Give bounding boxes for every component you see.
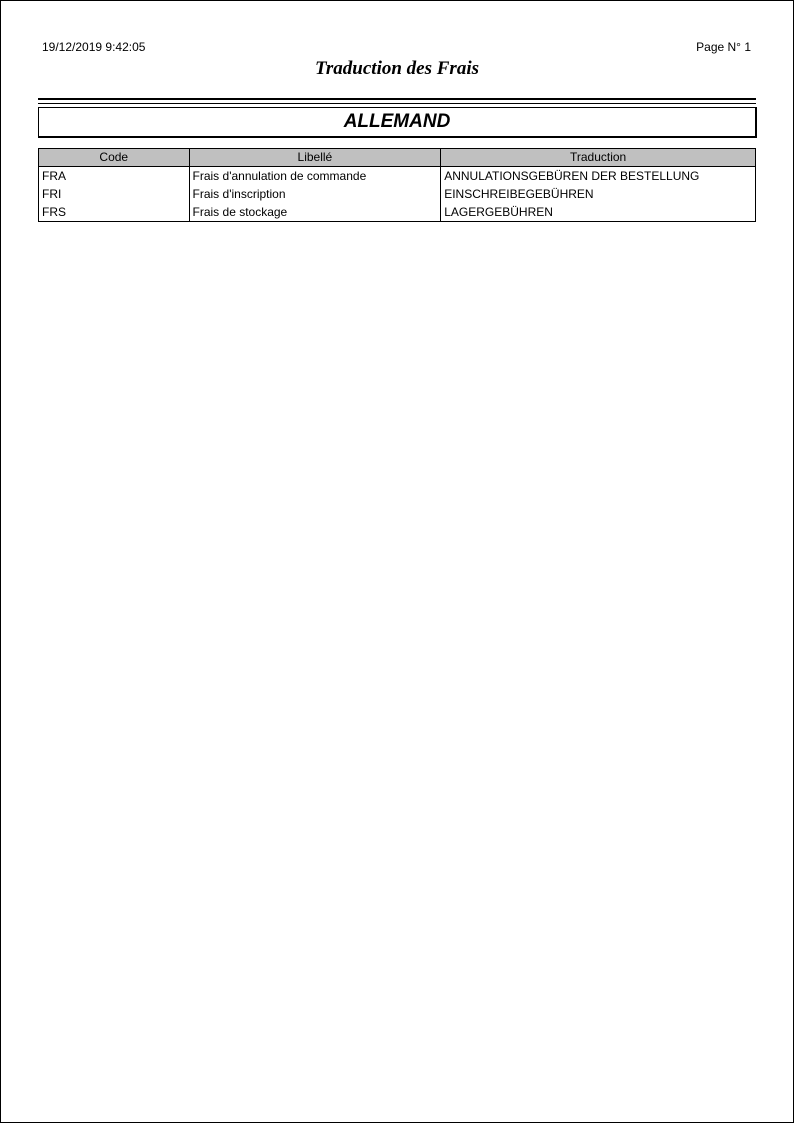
cell-code: FRS <box>39 203 190 222</box>
header-divider <box>38 98 756 104</box>
column-header-traduction: Traduction <box>441 149 756 167</box>
table-row <box>39 203 756 222</box>
report-title: Traduction des Frais <box>315 58 479 79</box>
column-header-libelle: Libellé <box>189 149 441 167</box>
cell-traduction: LAGERGEBÜHREN <box>441 203 756 222</box>
table-row <box>39 167 756 186</box>
fees-table <box>38 148 756 222</box>
cell-libelle: Frais de stockage <box>189 203 441 222</box>
cell-traduction: EINSCHREIBEGEBÜHREN <box>441 185 756 203</box>
print-date: 19/12/2019 9:42:05 <box>42 40 146 54</box>
cell-code: FRI <box>39 185 190 203</box>
table-header-row <box>39 149 756 167</box>
page-number: Page N° 1 <box>696 40 751 54</box>
cell-code: FRA <box>39 167 190 186</box>
cell-traduction: ANNULATIONSGEBÜREN DER BESTELLUNG <box>441 167 756 186</box>
language-heading: ALLEMAND <box>38 107 757 138</box>
cell-libelle: Frais d'annulation de commande <box>189 167 441 186</box>
table-row <box>39 185 756 203</box>
column-header-code: Code <box>39 149 190 167</box>
cell-libelle: Frais d'inscription <box>189 185 441 203</box>
